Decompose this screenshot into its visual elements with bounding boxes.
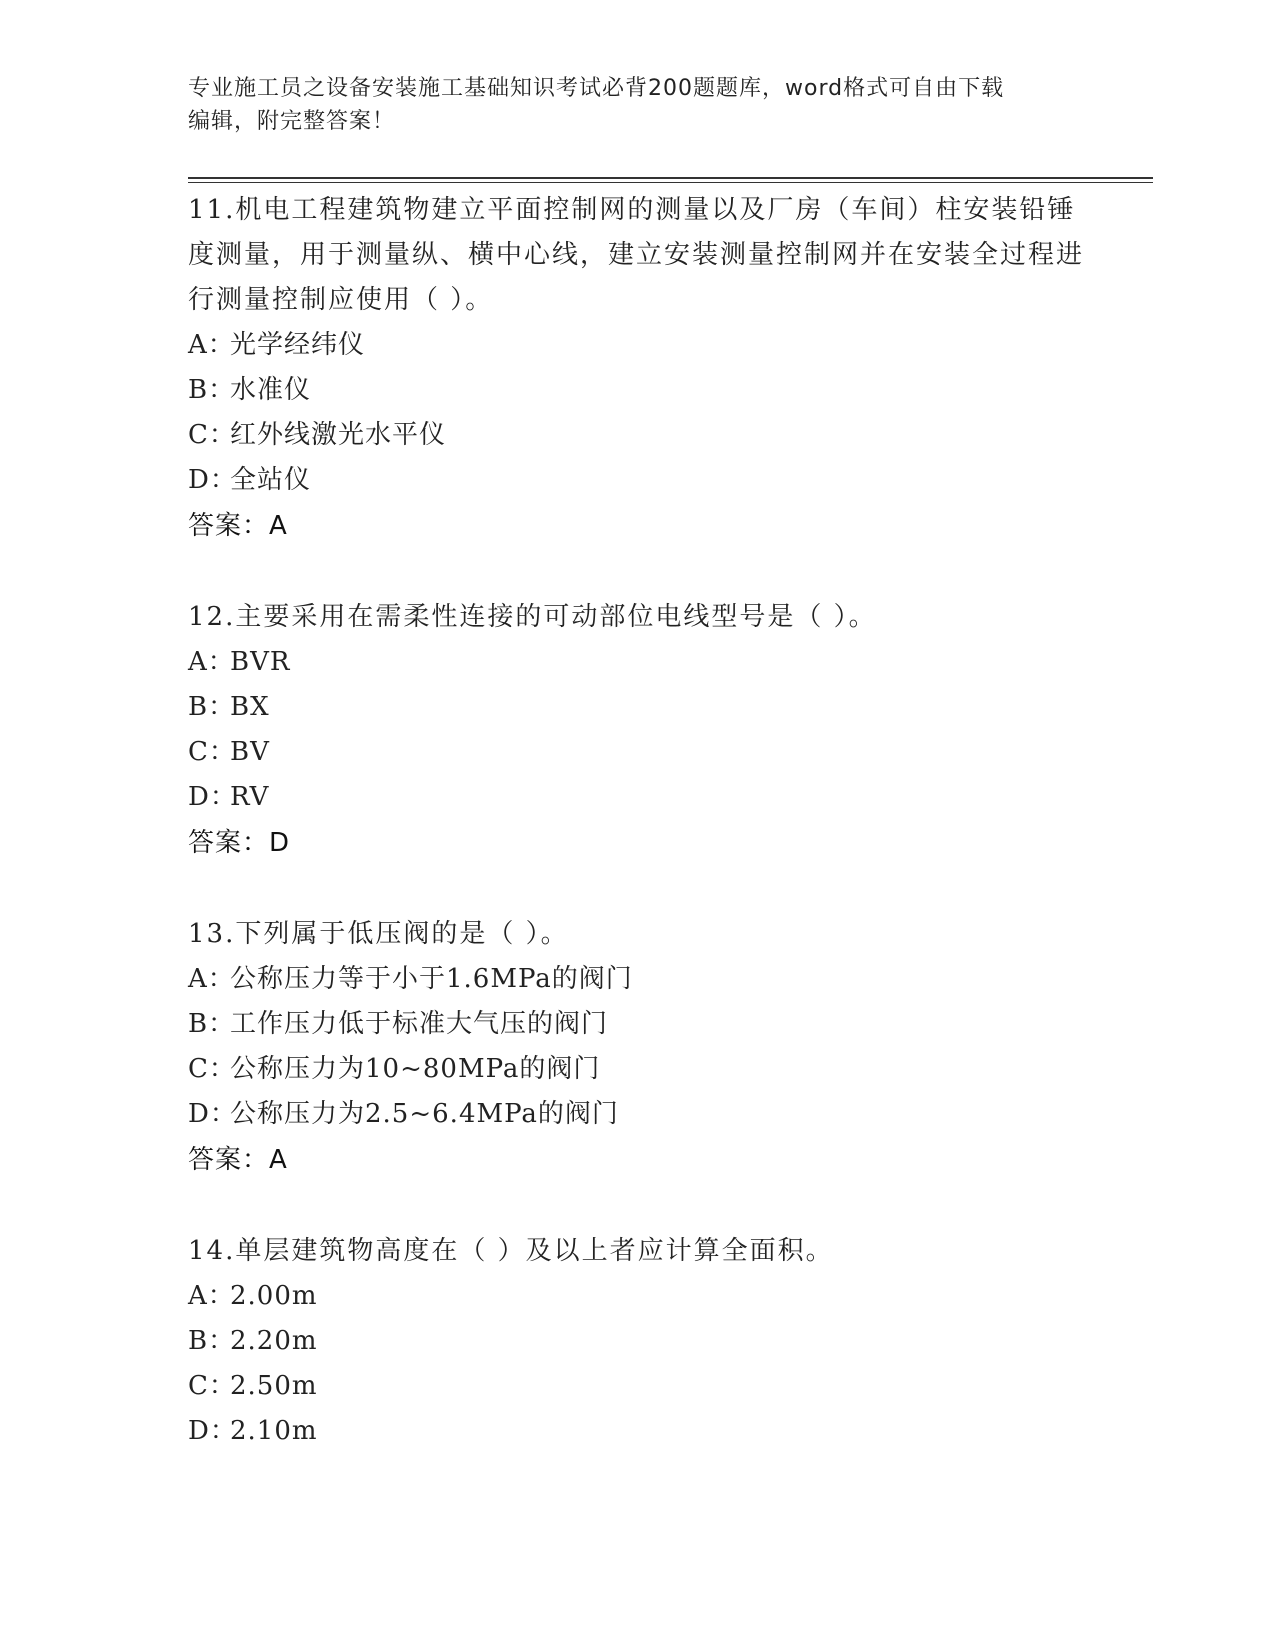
option-letter: A：: [188, 330, 235, 360]
option-text: 工作压力低于标准大气压的阀门: [230, 1009, 609, 1039]
question-11: [188, 188, 1088, 549]
header-line-2: 编辑，附完整答案！: [188, 109, 396, 134]
question-list: [188, 188, 1088, 1500]
option-text: 2.20m: [230, 1326, 318, 1356]
header-divider-thin: [188, 182, 1153, 183]
option-text: 公称压力为2.5~6.4MPa的阀门: [230, 1099, 619, 1129]
answer-label: 答案：D: [188, 828, 291, 858]
option-text: 2.00m: [230, 1281, 318, 1311]
option-text: BX: [230, 692, 270, 722]
option-d: [188, 1092, 1088, 1137]
question-12: [188, 595, 1088, 866]
option-a: [188, 957, 1088, 1002]
option-c: [188, 1364, 1088, 1409]
option-letter: D：: [188, 782, 237, 812]
question-text: 12.主要采用在需柔性连接的可动部位电线型号是（ ）。: [188, 602, 877, 632]
option-letter: B：: [188, 375, 236, 405]
option-d: [188, 775, 1088, 820]
option-b: [188, 1002, 1088, 1047]
option-letter: C：: [188, 420, 236, 450]
option-text: 红外线激光水平仪: [230, 420, 447, 450]
option-text: 水准仪: [230, 375, 312, 405]
question-text: 11.机电工程建筑物建立平面控制网的测量以及厂房（车间）柱安装铅锤度测量，用于测量纵、横中心线，建立安装测量控制网并在安装全过程进行测量控制应使用（ ）。: [188, 195, 1085, 315]
option-c: [188, 1047, 1088, 1092]
question-text: 13.下列属于低压阀的是（ ）。: [188, 919, 569, 949]
option-d: [188, 458, 1088, 503]
option-letter: B：: [188, 1326, 236, 1356]
option-a: [188, 640, 1088, 685]
option-text: 2.50m: [230, 1371, 318, 1401]
option-c: [188, 730, 1088, 775]
option-letter: D：: [188, 465, 237, 495]
option-text: 全站仪: [230, 465, 312, 495]
option-text: BV: [230, 737, 270, 767]
option-letter: C：: [188, 1054, 236, 1084]
option-text: 公称压力等于小于1.6MPa的阀门: [230, 964, 633, 994]
question-13: [188, 912, 1088, 1183]
option-c: [188, 413, 1088, 458]
option-letter: C：: [188, 1371, 236, 1401]
option-text: 光学经纬仪: [230, 330, 366, 360]
header-divider-thick: [188, 177, 1153, 179]
option-letter: D：: [188, 1416, 237, 1446]
option-a: [188, 1274, 1088, 1319]
option-text: 2.10m: [230, 1416, 318, 1446]
option-text: RV: [230, 782, 270, 812]
question-text: 14.单层建筑物高度在（ ）及以上者应计算全面积。: [188, 1236, 834, 1266]
option-b: [188, 368, 1088, 413]
option-a: [188, 323, 1088, 368]
question-14: [188, 1229, 1088, 1454]
option-letter: D：: [188, 1099, 237, 1129]
option-b: [188, 685, 1088, 730]
option-letter: A：: [188, 964, 235, 994]
option-text: BVR: [230, 647, 291, 677]
option-b: [188, 1319, 1088, 1364]
option-letter: C：: [188, 737, 236, 767]
option-letter: B：: [188, 692, 236, 722]
answer-label: 答案：A: [188, 511, 288, 541]
option-letter: A：: [188, 647, 235, 677]
header-line-1: 专业施工员之设备安装施工基础知识考试必背200题题库，word格式可自由下载: [188, 76, 1005, 101]
option-letter: B：: [188, 1009, 236, 1039]
option-text: 公称压力为10~80MPa的阀门: [230, 1054, 601, 1084]
option-d: [188, 1409, 1088, 1454]
option-letter: A：: [188, 1281, 235, 1311]
document-header: [188, 72, 1088, 138]
answer-label: 答案：A: [188, 1145, 288, 1175]
